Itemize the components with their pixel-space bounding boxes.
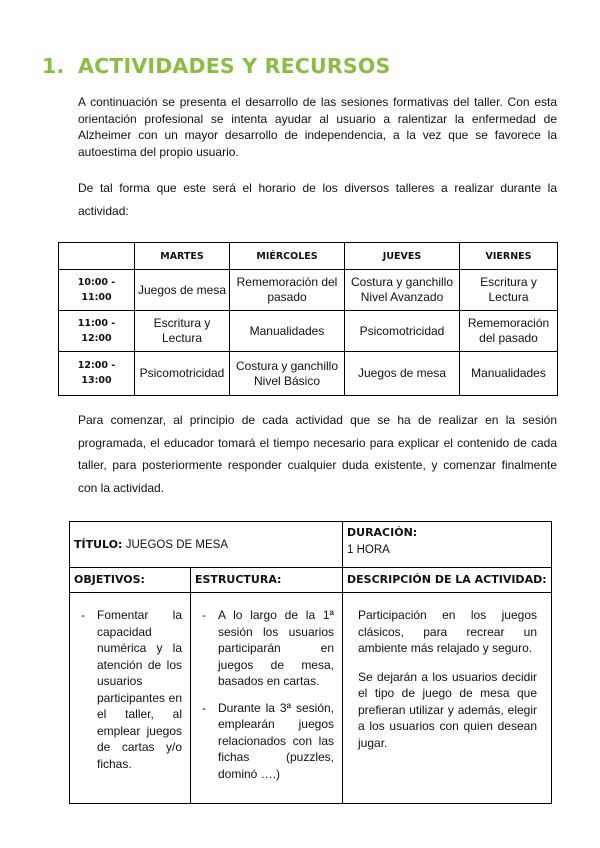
schedule-cell: Juegos de mesa [345,352,460,396]
section-number: 1. [42,54,65,78]
schedule-row [59,311,558,352]
objectives-header-cell [70,568,191,593]
schedule-cell: Rememoración del pasado [230,270,345,311]
title-label: TÍTULO: [74,538,123,552]
schedule-cell: Rememoración del pasado [460,311,558,352]
schedule-intro-paragraph: De tal forma que este será el horario de los diversos talleres a realizar durante la actividad: [78,181,557,218]
description-label: DESCRIPCIÓN DE LA ACTIVIDAD: [347,573,547,586]
schedule-time: 11:00 - 12:00 [59,311,135,352]
activity-header-row [70,568,552,593]
schedule-table [58,242,558,396]
schedule-cell: Psicomotricidad [135,352,230,396]
schedule-cell: Juegos de mesa [135,270,230,311]
schedule-cell: Costura y ganchillo Nivel Básico [230,352,345,396]
structure-item: - A lo largo de la 1ª sesión los usuarios participarán en juegos de mesa, basados en cartas. [197,607,334,690]
schedule-cell: Psicomotricidad [345,311,460,352]
activity-intro-paragraph: Para comenzar, al principio de cada actividad que se ha de realizar en la sesión programada, el educador tomará el tiempo necesario para explicar el contenido de cada taller, para posteriormente responder cualquier duda existente, y comenzar finalmente con la actividad. [78,413,557,495]
activity-duration-cell [343,522,552,568]
schedule-cell: Escritura y Lectura [460,270,558,311]
schedule-header-empty [59,243,135,270]
description-paragraph: Participación en los juegos clásicos, para recrear un ambiente más relajado y seguro. [358,608,537,655]
schedule-cell: Manualidades [460,352,558,396]
structure-label: ESTRUCTURA: [195,573,282,586]
schedule-row [59,270,558,311]
duration-label: DURACIÓN: [347,526,418,539]
schedule-cell: Escritura y Lectura [135,311,230,352]
structure-cell [191,593,343,804]
objectives-cell [70,593,191,804]
structure-header-cell [191,568,343,593]
structure-item: - Durante la 3ª sesión, emplearán juegos relacionados con las fichas (puzzles, dominó ….) [197,700,334,783]
section-heading [42,54,390,78]
schedule-header-viernes: VIERNES [460,243,558,270]
schedule-cell: Manualidades [230,311,345,352]
schedule-header-miercoles: MIÉRCOLES [230,243,345,270]
schedule-header-martes: MARTES [135,243,230,270]
schedule-header-jueves: JUEVES [345,243,460,270]
title-value: JUEGOS DE MESA [125,539,228,552]
objectives-label: OBJETIVOS: [74,573,145,586]
description-header-cell [343,568,552,593]
activity-body-row [70,593,552,804]
intro-paragraph: A continuación se presenta el desarrollo de las sesiones formativas del taller. Con esta orientación profesional se intenta ayudar al usuario a ralentizar la enfermedad de Alzheimer con un mayor desarrollo de independencia, a la vez que se favorece la autoestima del propio usuario. [78,95,557,159]
duration-value: 1 HORA [347,543,390,556]
structure-list [197,607,334,782]
description-paragraph: Se dejarán a los usuarios decidir el tipo de juego de mesa que prefieran utilizar y además, elegir a los usuarios con quien desean jugar. [358,669,537,750]
objectives-list [76,607,182,772]
schedule-row [59,352,558,396]
schedule-header-row [59,243,558,270]
schedule-time: 10:00 - 11:00 [59,270,135,311]
activity-title-row [70,522,552,568]
schedule-cell: Costura y ganchillo Nivel Avanzado [345,270,460,311]
section-title: ACTIVIDADES Y RECURSOS [78,54,391,78]
objective-item: - Fomentar la capacidad numérica y la atención de los usuarios participantes en el taller, al emplear juegos de cartas y/o fichas. [76,607,182,772]
activity-table [69,521,552,804]
schedule-time: 12:00 - 13:00 [59,352,135,396]
description-cell [343,593,552,804]
activity-title-cell [70,522,343,568]
